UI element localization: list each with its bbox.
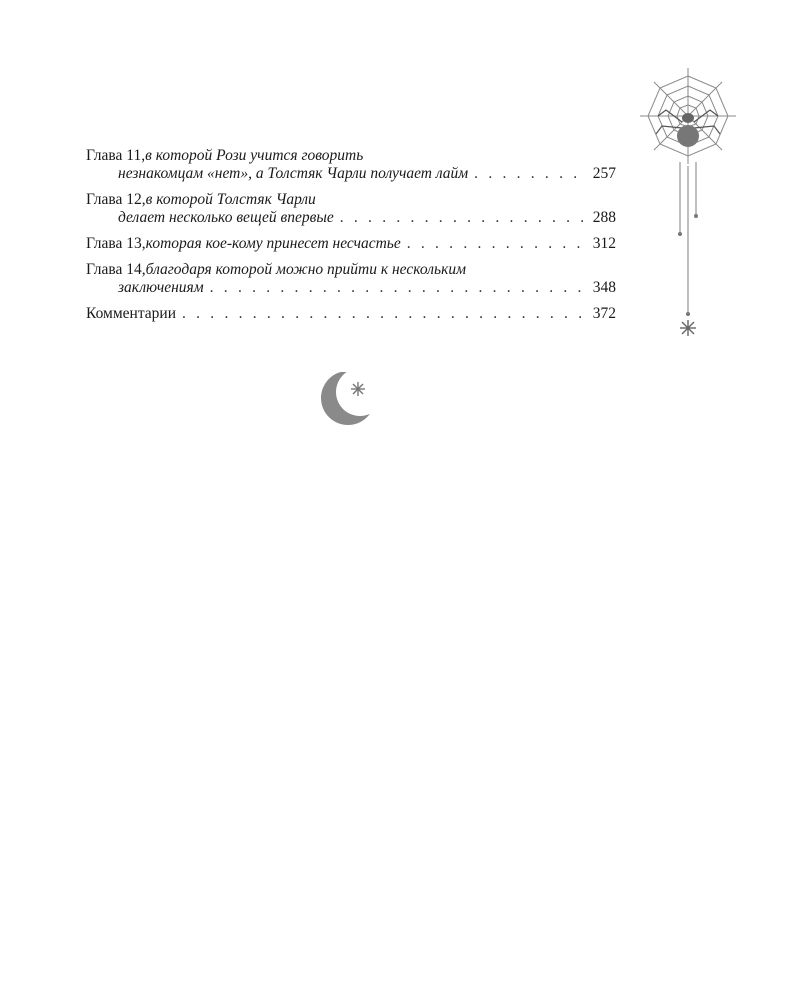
toc-entry-comments[interactable] <box>86 305 616 323</box>
chapter-title: в которой Толстяк Чарли <box>145 191 316 208</box>
toc-entry-chapter-11[interactable] <box>86 147 616 183</box>
chapter-title: благодаря которой можно прийти к нескольким <box>145 261 466 278</box>
page-number: 312 <box>592 235 616 252</box>
dot-leader <box>210 279 587 297</box>
chapter-title-continued: делает несколько вещей впервые <box>118 209 334 226</box>
toc-entry-chapter-13[interactable] <box>86 235 616 253</box>
toc-entry-line-2 <box>86 279 616 297</box>
toc-entry-chapter-14[interactable] <box>86 261 616 297</box>
toc-entry-line-1 <box>86 191 616 209</box>
crescent-moon-star-icon <box>316 372 386 428</box>
spider-web-icon <box>636 66 740 340</box>
table-of-contents <box>86 147 616 331</box>
chapter-label: Глава 13, <box>86 235 146 252</box>
page-number: 372 <box>592 305 616 322</box>
section-title: Комментарии <box>86 305 176 322</box>
chapter-title-continued: заключениям <box>118 279 204 296</box>
page-number: 257 <box>592 165 616 182</box>
dot-leader <box>182 305 587 323</box>
chapter-label: Глава 12, <box>86 191 146 208</box>
chapter-title: в которой Рози учится говорить <box>145 147 364 164</box>
toc-entry-chapter-12[interactable] <box>86 191 616 227</box>
chapter-title: которая кое-кому принесет несчастье <box>145 235 401 252</box>
chapter-label: Глава 11, <box>86 147 146 164</box>
chapter-label: Глава 14, <box>86 261 146 278</box>
page-number: 348 <box>592 279 616 296</box>
dot-leader <box>407 235 587 253</box>
page-number: 288 <box>592 209 616 226</box>
toc-entry-line-1 <box>86 261 616 279</box>
toc-entry-line-2 <box>86 165 616 183</box>
dot-leader <box>474 165 587 183</box>
chapter-title-continued: незнакомцам «нет», а Толстяк Чарли получает лайм <box>118 165 469 182</box>
dot-leader <box>340 209 587 227</box>
toc-entry-line-1 <box>86 147 616 165</box>
toc-entry-line-1 <box>86 235 616 253</box>
toc-entry-line-1 <box>86 305 616 323</box>
toc-entry-line-2 <box>86 209 616 227</box>
